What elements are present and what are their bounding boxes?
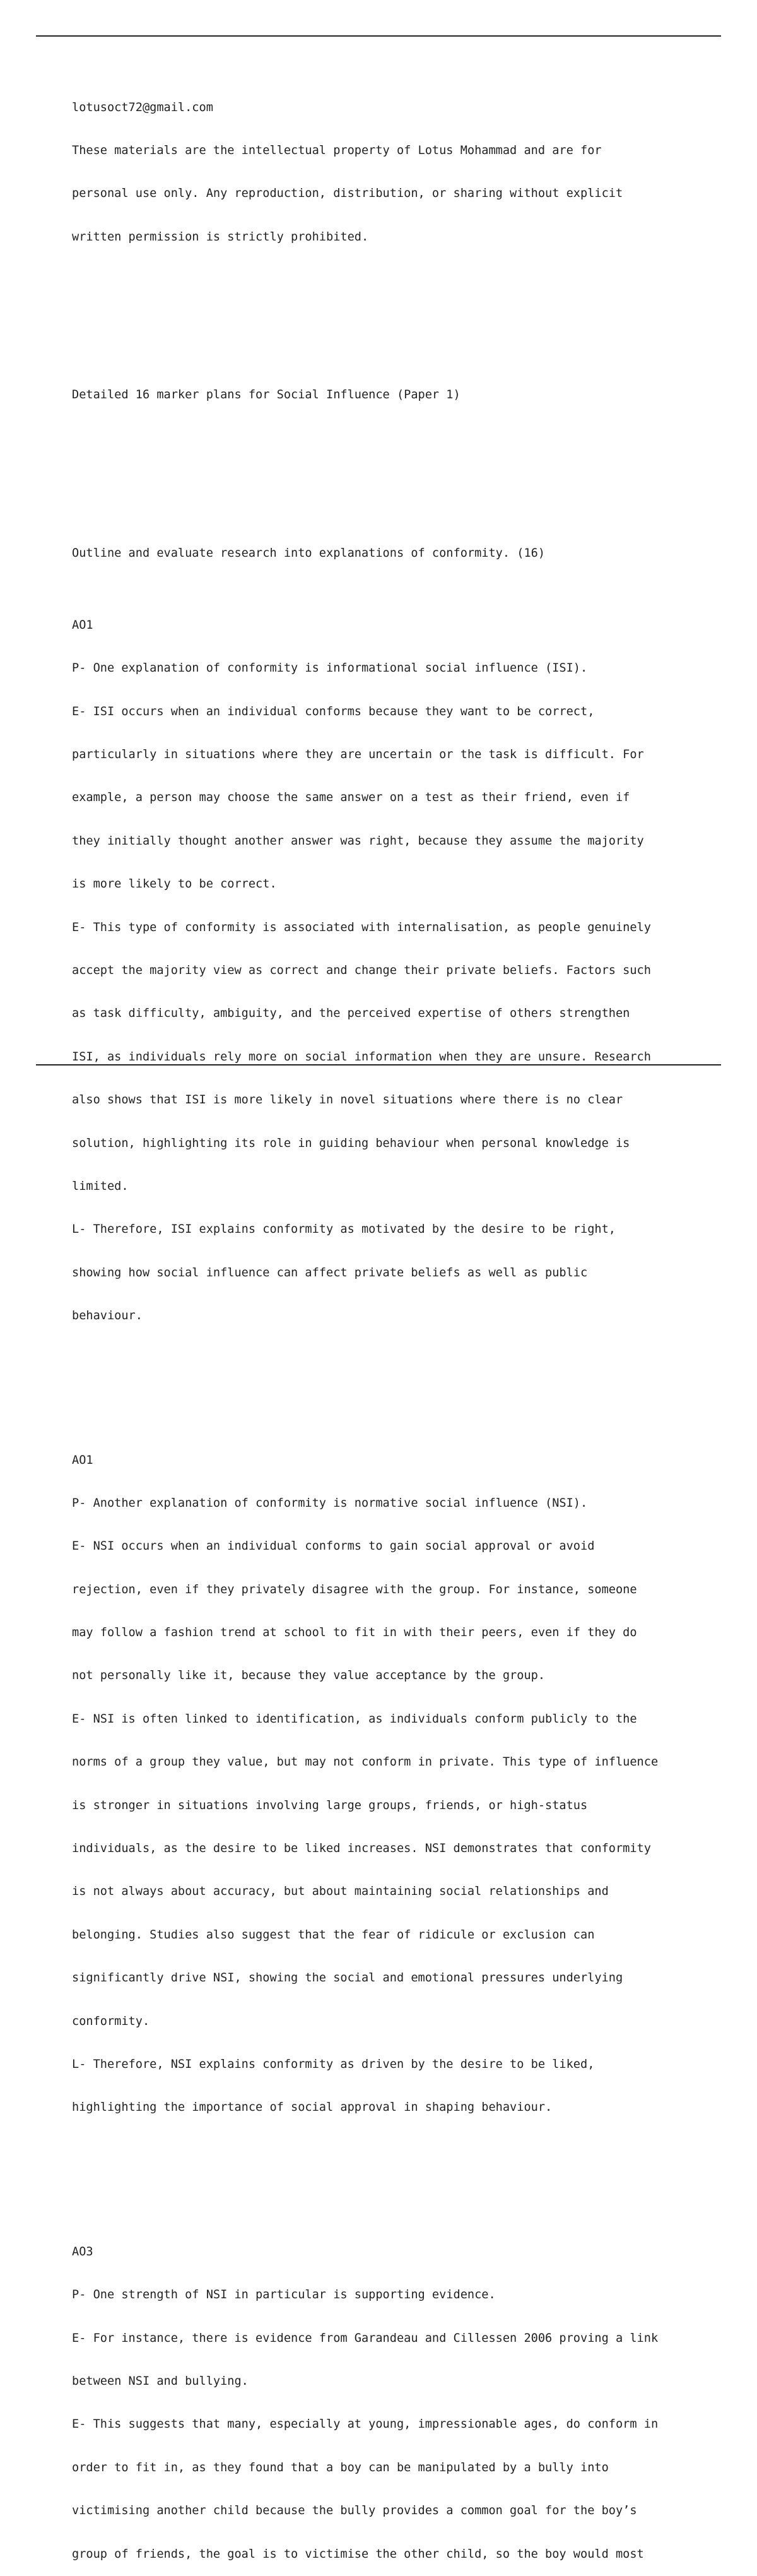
document-title: Detailed 16 marker plans for Social Influence (Paper 1)	[72, 388, 461, 402]
section-line: P- One strength of NSI in particular is supporting evidence.	[72, 2288, 496, 2302]
copyright-notice-line: written permission is strictly prohibited.	[72, 230, 369, 244]
section-line: individuals, as the desire to be liked increases. NSI demonstrates that conformity	[72, 1842, 651, 1856]
top-rule	[36, 35, 721, 37]
section-line: may follow a fashion trend at school to fit in with their peers, even if they do	[72, 1626, 637, 1640]
bottom-rule	[36, 1064, 721, 1065]
section-line: is not always about accuracy, but about maintaining social relationships and	[72, 1885, 609, 1899]
section-line: ISI, as individuals rely more on social information when they are unsure. Research	[72, 1050, 651, 1064]
section-line: L- Therefore, NSI explains conformity as driven by the desire to be liked,	[72, 2058, 595, 2071]
section-line: they initially thought another answer was right, because they assume the majority	[72, 834, 644, 848]
section-line: limited.	[72, 1179, 129, 1193]
section-line: E- ISI occurs when an individual conforms because they want to be correct,	[72, 704, 595, 718]
section-line: between NSI and bullying.	[72, 2374, 249, 2388]
section-line: also shows that ISI is more likely in novel situations where there is no clear	[72, 1093, 623, 1107]
section-line: E- NSI occurs when an individual conforms to gain social approval or avoid	[72, 1540, 595, 1553]
page-content	[72, 72, 728, 2576]
section-line: example, a person may choose the same answer on a test as their friend, even if	[72, 791, 630, 805]
section-line: is more likely to be correct.	[72, 877, 277, 891]
section-line: E- For instance, there is evidence from Garandeau and Cillessen 2006 proving a link	[72, 2331, 659, 2345]
essay-question: Outline and evaluate research into explanations of conformity. (16)	[72, 546, 546, 560]
section-line: is stronger in situations involving large groups, friends, or high-status	[72, 1798, 588, 1812]
section-line: E- NSI is often linked to identification, as individuals conform publicly to the	[72, 1712, 637, 1726]
section-line: P- One explanation of conformity is informational social influence (ISI).	[72, 662, 588, 675]
section-line: P- Another explanation of conformity is normative social influence (NSI).	[72, 1496, 588, 1510]
section-line: not personally like it, because they value acceptance by the group.	[72, 1669, 546, 1683]
section-line: accept the majority view as correct and change their private beliefs. Factors such	[72, 964, 651, 978]
section-line: significantly drive NSI, showing the social and emotional pressures underlying	[72, 1971, 623, 1985]
section-tag: AO1	[72, 1453, 93, 1467]
section-line: E- This suggests that many, especially at young, impressionable ages, do conform in	[72, 2418, 659, 2431]
section-line: showing how social influence can affect private beliefs as well as public	[72, 1266, 588, 1279]
copyright-notice-line: personal use only. Any reproduction, distribution, or sharing without explicit	[72, 187, 623, 201]
section-line: E- This type of conformity is associated with internalisation, as people genuinely	[72, 920, 651, 934]
section-line: behaviour.	[72, 1309, 143, 1323]
section-line: norms of a group they value, but may not conform in private. This type of influence	[72, 1755, 659, 1769]
section-line: conformity.	[72, 2014, 150, 2028]
copyright-notice-line: These materials are the intellectual property of Lotus Mohammad and are for	[72, 143, 602, 157]
section-line: group of friends, the goal is to victimise the other child, so the boy would most	[72, 2547, 644, 2561]
section-tag: AO1	[72, 618, 93, 632]
section-line: rejection, even if they privately disagree with the group. For instance, someone	[72, 1582, 637, 1596]
section-tag: AO3	[72, 2245, 93, 2258]
section-line: victimising another child because the bully provides a common goal for the boy’s	[72, 2504, 637, 2518]
section-line: belonging. Studies also suggest that the fear of ridicule or exclusion can	[72, 1928, 595, 1942]
section-line: L- Therefore, ISI explains conformity as motivated by the desire to be right,	[72, 1223, 616, 1237]
section-line: as task difficulty, ambiguity, and the perceived expertise of others strengthen	[72, 1007, 630, 1021]
section-line: highlighting the importance of social approval in shaping behaviour.	[72, 2101, 553, 2115]
section-line: order to fit in, as they found that a boy can be manipulated by a bully into	[72, 2460, 609, 2474]
author-email: lotusoct72@gmail.com	[72, 100, 213, 114]
section-line: solution, highlighting its role in guiding behaviour when personal knowledge is	[72, 1136, 630, 1150]
section-line: particularly in situations where they are uncertain or the task is difficult. For	[72, 748, 644, 762]
